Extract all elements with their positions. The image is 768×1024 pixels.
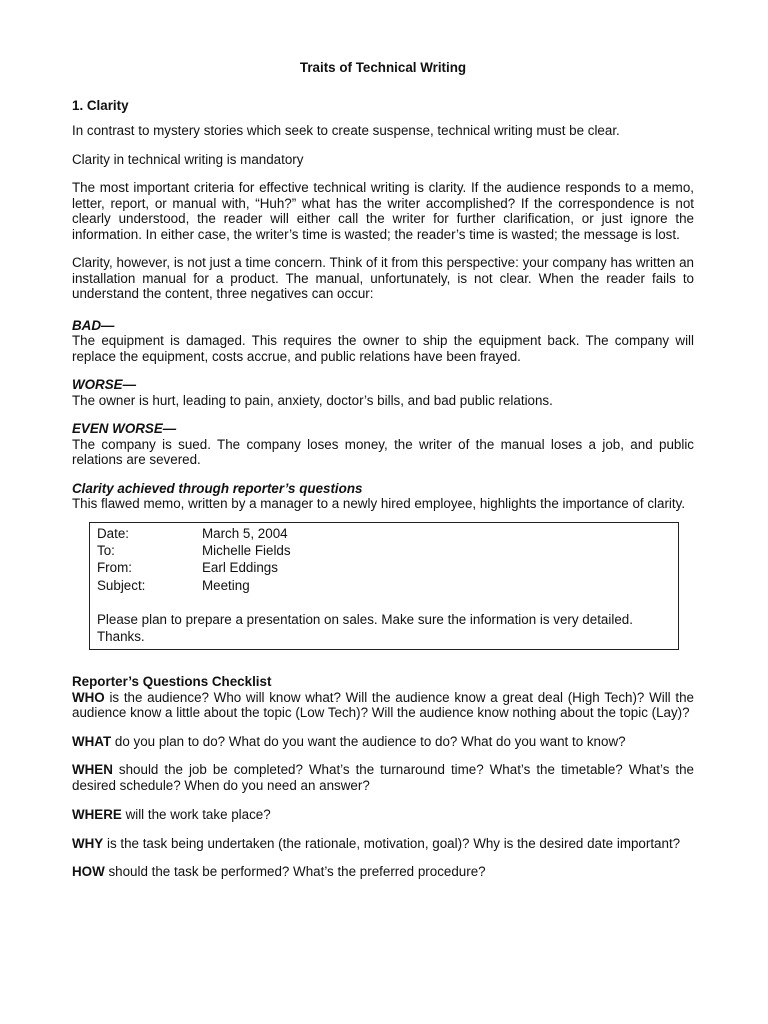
negative-text: The company is sued. The company loses money, the writer of the manual loses a job, and public relations are severed.	[72, 436, 694, 467]
checklist-key: WHEN	[72, 762, 113, 778]
negative-label: EVEN WORSE—	[72, 421, 177, 436]
checklist-item-what	[72, 734, 694, 750]
memo-closing: Thanks.	[97, 629, 145, 645]
reporters-section	[72, 481, 694, 512]
negative-even-worse	[72, 421, 694, 468]
negative-worse	[72, 377, 694, 408]
memo-to-row	[97, 542, 671, 559]
section-heading-clarity: 1. Clarity	[72, 98, 129, 113]
checklist-text: should the job be completed? What’s the turnaround time? What’s the timetable? What’s the desired schedule? When do you need an answer?	[72, 762, 694, 793]
document-title: Traits of Technical Writing	[299, 60, 467, 75]
memo-subject-row	[97, 577, 671, 594]
checklist-item-how	[72, 864, 694, 880]
memo-from-value: Earl Eddings	[202, 560, 278, 576]
checklist-text: is the task being undertaken (the rationale, motivation, goal)? Why is the desired date important?	[103, 835, 681, 851]
checklist-item-why	[72, 836, 694, 852]
checklist-key: WHO	[72, 689, 105, 705]
checklist-key: HOW	[72, 864, 105, 880]
memo-date-value: March 5, 2004	[202, 525, 288, 541]
checklist-text: should the task be performed? What’s the preferred procedure?	[104, 864, 486, 880]
paragraph-perspective: Clarity, however, is not just a time concern. Think of it from this perspective: your company has written an installation manual for a product. The manual, unfortunately, is not clear. When the reader fails to understand the content, three negatives can occur:	[72, 255, 694, 301]
checklist-key: WHAT	[72, 733, 112, 749]
checklist-key: WHY	[72, 835, 104, 851]
checklist-heading: Reporter’s Questions Checklist	[72, 674, 272, 690]
negative-label: WORSE—	[72, 377, 136, 392]
paragraph-intro: In contrast to mystery stories which seek to create suspense, technical writing must be clear.	[72, 123, 620, 138]
checklist-text: do you plan to do? What do you want the audience to do? What do you want to know?	[111, 733, 626, 749]
memo-subject-value: Meeting	[202, 577, 250, 593]
paragraph-mandatory: Clarity in technical writing is mandatory	[72, 151, 304, 167]
reporters-heading: Clarity achieved through reporter’s questions	[72, 480, 363, 496]
checklist-item-where	[72, 807, 694, 823]
negative-label: BAD—	[72, 317, 115, 333]
memo-to-label: To:	[97, 542, 115, 558]
document-page	[72, 60, 694, 880]
checklist-text: is the audience? Who will know what? Will the audience know a great deal (High Tech)? Will the audience know a little about the topic (Low Tech)? Will the audience know nothing about the topic (Lay)?	[72, 689, 694, 721]
checklist-text: will the work take place?	[121, 807, 271, 823]
negative-text: The equipment is damaged. This requires the owner to ship the equipment back. The company will replace the equipment, costs accrue, and public relations have been frayed.	[72, 333, 694, 364]
memo-to-value: Michelle Fields	[202, 542, 291, 558]
memo-date-row	[97, 525, 671, 542]
memo-date-label: Date:	[97, 525, 130, 541]
negative-bad	[72, 318, 694, 365]
checklist-item-when	[72, 762, 694, 793]
memo-box	[89, 522, 679, 651]
memo-subject-label: Subject:	[97, 577, 146, 593]
memo-from-label: From:	[97, 560, 132, 576]
memo-body: Please plan to prepare a presentation on sales. Make sure the information is very detailed.	[97, 612, 633, 628]
negative-text: The owner is hurt, leading to pain, anxiety, doctor’s bills, and bad public relations.	[72, 392, 553, 408]
checklist-key: WHERE	[72, 807, 122, 823]
reporters-intro: This flawed memo, written by a manager to a newly hired employee, highlights the importance of clarity.	[72, 496, 686, 511]
paragraph-criteria: The most important criteria for effective technical writing is clarity. If the audience responds to a memo, letter, report, or manual with, “Huh?” what has the writer accomplished? If the correspondence is not clearly understood, the reader will either call the writer for further clarification, or just ignore the information. In either case, the writer’s time is wasted; the reader’s time is wasted; the message is lost.	[72, 180, 694, 242]
memo-from-row	[97, 559, 671, 576]
checklist-item-who	[72, 690, 694, 721]
